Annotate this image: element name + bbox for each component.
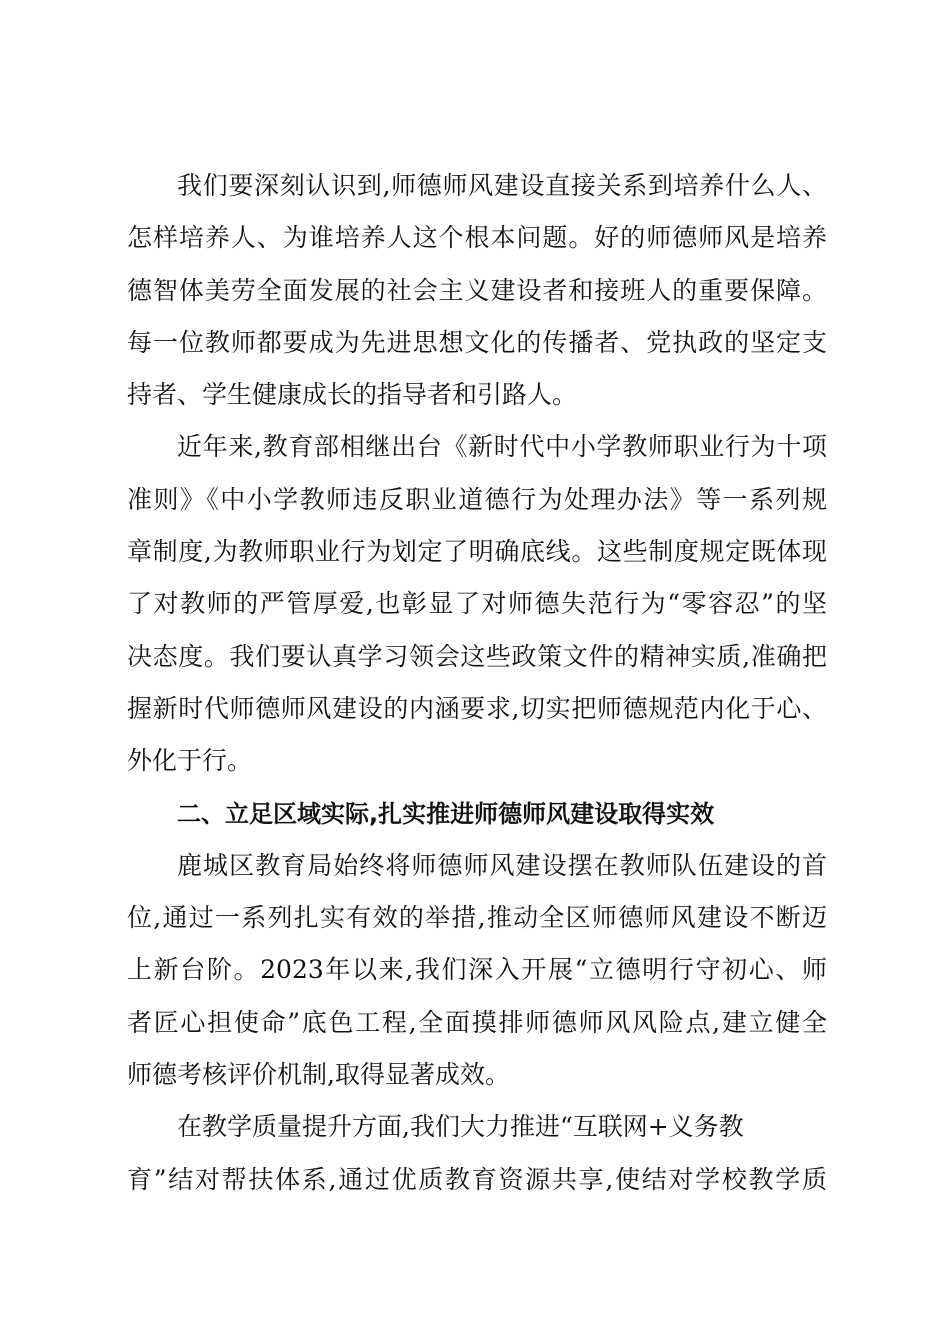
text-line: 我们要深刻认识到,师德师风建设直接关系到培养什么人、 (177, 171, 827, 200)
text-line: 在教学质量提升方面,我们大力推进“互联网+义务教 (177, 1112, 744, 1142)
text-line: 每一位教师都要成为先进思想文化的传播者、党执政的坚定支 (127, 327, 827, 357)
text-line: 持者、学生健康成长的指导者和引路人。 (127, 380, 578, 410)
text-line: 握新时代师德师风建设的内涵要求,切实把师德规范内化于心、 (127, 693, 827, 723)
paragraph-3 (127, 840, 827, 1101)
text-line: 师德考核评价机制,取得显著成效。 (127, 1060, 510, 1090)
section-heading-text: 二、立足区域实际,扎实推进师德师风建设取得实效 (177, 799, 715, 828)
text-line: 近年来,教育部相继出台《新时代中小学教师职业行为十项 (177, 432, 827, 462)
text-line: 上新台阶。2023年以来,我们深入开展“立德明行守初心、师 (127, 955, 827, 985)
text-line: 者匠心担使命”底色工程,全面摸排师德师风风险点,建立健全 (127, 1007, 827, 1037)
paragraph-2 (127, 421, 827, 787)
text-line: 章制度,为教师职业行为划定了明确底线。这些制度规定既体现 (127, 537, 827, 567)
paragraph-1 (127, 160, 827, 421)
text-line: 外化于行。 (127, 746, 253, 776)
paragraph-4 (127, 1101, 827, 1206)
text-line: 决态度。我们要认真学习领会这些政策文件的精神实质,准确把 (127, 641, 827, 671)
text-line: 位,通过一系列扎实有效的举措,推动全区师德师风建设不断迈 (127, 903, 827, 933)
text-line: 鹿城区教育局始终将师德师风建设摆在教师队伍建设的首 (177, 850, 827, 880)
text-line: 准则》《中小学教师违反职业道德行为处理办法》等一系列规 (127, 484, 827, 514)
text-line: 德智体美劳全面发展的社会主义建设者和接班人的重要保障。 (127, 275, 827, 305)
text-line: 育”结对帮扶体系,通过优质教育资源共享,使结对学校教学质 (127, 1164, 827, 1194)
document-body (127, 160, 827, 1206)
section-heading (127, 788, 827, 840)
text-line: 怎样培养人、为谁培养人这个根本问题。好的师德师风是培养 (127, 223, 827, 253)
text-line: 了对教师的严管厚爱,也彰显了对师德失范行为“零容忍”的坚 (127, 589, 827, 619)
